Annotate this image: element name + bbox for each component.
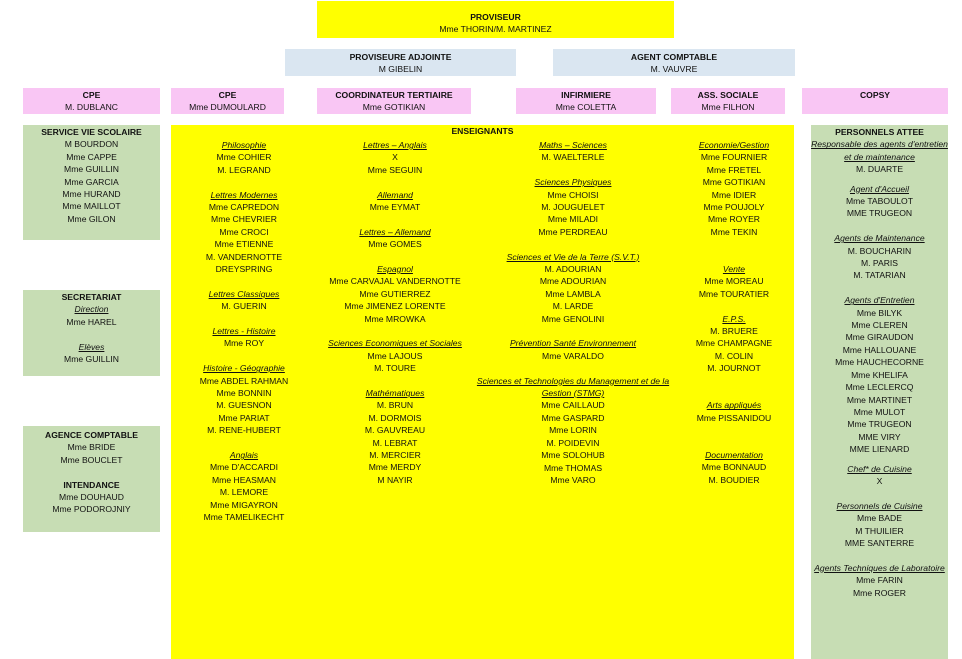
teacher-name: M. COLIN (714, 350, 754, 361)
teacher-name: Mme MIGAYRON (210, 499, 278, 510)
teacher-name: Mme ROYER (707, 214, 761, 225)
subject-label: Allemand (377, 189, 413, 200)
social-name: Mme FILHON (701, 102, 755, 113)
spacer (677, 238, 791, 250)
teacher-name: Mme MILADI (547, 214, 599, 225)
social-title: ASS. SOCIALE (697, 90, 759, 100)
subject-label: Sciences et Technologies du Management et de la Gestion (STMG) (476, 375, 670, 399)
spacer (317, 251, 473, 263)
agent-name: Mme BILYK (856, 307, 903, 318)
teacher-name: Mme PISSANIDOU (696, 412, 772, 423)
agent-name: Mme FARIN (856, 575, 903, 586)
attee-box (811, 125, 948, 659)
subject-label: Sciences et Vie de la Terre (S.V.T.) (506, 251, 640, 262)
teacher-name: M. BRUN (376, 400, 414, 411)
secretariat-title: SECRETARIAT (61, 292, 122, 302)
adjointe-name: M GIBELIN (378, 64, 423, 75)
spacer (475, 238, 671, 250)
copsy-box (802, 88, 948, 114)
agent-name: M. DUARTE (855, 164, 904, 175)
subject-label: Lettres Classiques (208, 288, 280, 299)
agent-name: M. PARIS (860, 258, 899, 269)
vie-scolaire-name: Mme MAILLOT (62, 201, 121, 212)
teacher-name: Mme COHIER (216, 152, 272, 163)
teacher-name: M. TOURE (374, 363, 416, 374)
enseignants-col-4 (677, 139, 791, 486)
spacer (171, 350, 317, 362)
teacher-name: Mme JIMENEZ LORENTE (344, 301, 446, 312)
agent-name: Mme TABOULOT (845, 196, 913, 207)
proviseur-name: Mme THORIN/M. MARTINEZ (439, 24, 552, 35)
subject-label: Lettres Modernes (210, 189, 278, 200)
agent-name: M. TATARIAN (853, 270, 906, 281)
spacer (317, 176, 473, 188)
subject-label: Anglais (229, 450, 259, 461)
group-label: Agents d'Entretien (844, 295, 915, 306)
teacher-name: Mme POUJOLY (703, 202, 765, 213)
teacher-name: Mme LORIN (549, 425, 597, 436)
coord-title: COORDINATEUR TERTIAIRE (335, 90, 453, 100)
teacher-name: Mme D'ACCARDI (209, 462, 278, 473)
teacher-name: Mme ROY (223, 338, 265, 349)
teacher-name: Mme VARO (550, 474, 596, 485)
teacher-name: X (392, 152, 398, 163)
teacher-name: Mme CHEVRIER (211, 214, 277, 225)
spacer (811, 487, 948, 499)
enseignants-col-3 (475, 139, 671, 486)
teacher-name: Mme LAMBLA (545, 288, 601, 299)
spacer (677, 437, 791, 449)
teacher-name: Mme FRETEL (706, 164, 762, 175)
teacher-name: Mme CHOISI (547, 189, 599, 200)
spacer (317, 325, 473, 337)
teacher-name: Mme GASPARD (541, 412, 605, 423)
cpe1-box (23, 88, 160, 114)
enseignants-box (171, 125, 794, 659)
agence-title: AGENCE COMPTABLE (45, 430, 138, 440)
agent-name: Mme HAUCHECORNE (835, 357, 924, 368)
group-label: Agent d'Accueil (850, 183, 909, 194)
subject-label: Sciences Economiques et Sociales (328, 338, 462, 349)
vie-scolaire-name: Mme CAPPE (66, 151, 117, 162)
teacher-name: DREYSPRING (215, 264, 273, 275)
teacher-name: Mme MROWKA (364, 313, 426, 324)
teacher-name: M. ADOURIAN (544, 264, 602, 275)
teacher-name: M. VANDERNOTTE (205, 251, 283, 262)
spacer (677, 300, 791, 312)
vie-scolaire-box (23, 125, 160, 240)
spacer (677, 387, 791, 399)
agent-name: MME TRUGEON (846, 208, 913, 219)
infirmiere-box (516, 88, 656, 114)
adjointe-box (285, 49, 516, 76)
subject-label: Lettres – Allemand (359, 226, 431, 237)
agent-name: Mme LECLERCQ (845, 382, 914, 393)
agent-name: Mme KHELIFA (851, 369, 908, 380)
spacer (811, 176, 948, 183)
spacer (677, 375, 791, 387)
teacher-name: M NAYIR (377, 474, 413, 485)
spacer (677, 251, 791, 263)
group-label: Personnels de Cuisine (836, 500, 923, 511)
spacer (317, 213, 473, 225)
direction-name: Mme HAREL (66, 316, 117, 327)
intendance-name: Mme PODOROJNIY (52, 504, 131, 515)
spacer (811, 220, 948, 232)
teacher-name: Mme PARIAT (218, 412, 270, 423)
teacher-name: M. RENE-HUBERT (207, 425, 281, 436)
teacher-name: M. LEBRAT (372, 437, 418, 448)
teacher-name: Mme TOURATIER (698, 288, 770, 299)
teacher-name: Mme GENOLINI (541, 313, 605, 324)
agent-name: M THUILIER (855, 525, 904, 536)
teacher-name: M. WAELTERLE (541, 152, 605, 163)
spacer (171, 437, 317, 449)
teacher-name: Mme GOTIKIAN (702, 177, 766, 188)
coord-box (317, 88, 471, 114)
enseignants-col-1 (171, 139, 317, 524)
spacer (171, 313, 317, 325)
teacher-name: Mme SOLOHUB (541, 450, 605, 461)
group-label: Agents de Maintenance (834, 233, 925, 244)
agent-name: Mme MULOT (853, 406, 906, 417)
teacher-name: Mme CAPREDON (208, 202, 280, 213)
teacher-name: Mme PERDREAU (538, 226, 608, 237)
spacer (677, 424, 791, 436)
subject-label: Prévention Santé Environnement (509, 338, 637, 349)
teacher-name: M. JOURNOT (707, 363, 761, 374)
teacher-name: Mme MERDY (368, 462, 422, 473)
teacher-name: Mme CROCI (219, 226, 269, 237)
eleves-label: Elèves (78, 341, 105, 352)
subject-label: Philosophie (221, 140, 267, 150)
cpe2-name: Mme DUMOULARD (189, 102, 266, 113)
spacer (317, 375, 473, 387)
agent-name: MME VIRY (858, 431, 901, 442)
subject-label: Arts appliqués (706, 400, 762, 411)
teacher-name: Mme CHAMPAGNE (695, 338, 773, 349)
intendance-title: INTENDANCE (63, 479, 120, 490)
intendance-name: Mme DOUHAUD (59, 492, 124, 503)
agent-name: X (876, 475, 883, 486)
cpe1-name: M. DUBLANC (64, 102, 118, 113)
agent-name: Mme TRUGEON (847, 419, 912, 430)
spacer (475, 325, 671, 337)
teacher-name: Mme GUTIERREZ (359, 288, 431, 299)
teacher-name: Mme SEGUIN (367, 164, 423, 175)
teacher-name: M. MERCIER (369, 450, 421, 461)
teacher-name: Mme IDIER (711, 189, 757, 200)
teacher-name: Mme MOREAU (704, 276, 764, 287)
cpe2-box (171, 88, 284, 114)
agent-name: MME LIENARD (849, 444, 910, 455)
spacer (23, 328, 160, 340)
teacher-name: M. LEGRAND (217, 164, 271, 175)
subject-label: Documentation (705, 450, 763, 461)
vie-scolaire-name: Mme GUILLIN (64, 164, 119, 175)
cpe1-title: CPE (82, 90, 101, 100)
subject-label: Espagnol (377, 264, 413, 275)
teacher-name: M. JOUGUELET (541, 202, 605, 213)
teacher-name: Mme BONNIN (216, 388, 272, 399)
vie-scolaire-name: Mme GILON (67, 213, 116, 224)
direction-label: Direction (74, 304, 109, 315)
infirmiere-title: INFIRMIERE (561, 90, 611, 100)
comptable-title: AGENT COMPTABLE (630, 52, 718, 62)
teacher-name: Mme ADOURIAN (539, 276, 607, 287)
teacher-name: Mme HEASMAN (212, 474, 276, 485)
teacher-name: M. BRUERE (710, 326, 758, 337)
agent-name: Mme GIRAUDON (845, 332, 914, 343)
subject-label: Lettres – Anglais (363, 140, 427, 150)
teacher-name: Mme BONNAUD (701, 462, 767, 473)
enseignants-title: ENSEIGNANTS (451, 126, 514, 136)
teacher-name: Mme EYMAT (369, 202, 421, 213)
subject-label: Maths – Sciences (539, 140, 607, 150)
comptable-name: M. VAUVRE (650, 64, 698, 75)
spacer (171, 275, 317, 287)
proviseur-title: PROVISEUR (470, 12, 521, 22)
teacher-name: Mme TAMELIKECHT (203, 512, 285, 523)
spacer (811, 549, 948, 561)
spacer (23, 466, 160, 478)
teacher-name: Mme ETIENNE (214, 239, 274, 250)
subject-label: Vente (722, 264, 746, 275)
comptable-box (553, 49, 795, 76)
spacer (171, 176, 317, 188)
proviseur-box (317, 1, 674, 38)
teacher-name: M. POIDEVIN (546, 437, 600, 448)
spacer (475, 164, 671, 176)
social-box (671, 88, 785, 114)
spacer (475, 362, 671, 374)
teacher-name: Mme LAJOUS (367, 350, 423, 361)
agence-box (23, 426, 160, 532)
teacher-name: Mme TEKIN (710, 226, 758, 237)
subject-label: Economie/Gestion (698, 140, 770, 150)
adjointe-title: PROVISEURE ADJOINTE (349, 52, 452, 62)
cpe2-title: CPE (218, 90, 237, 100)
teacher-name: Mme CARVAJAL VANDERNOTTE (329, 276, 461, 287)
agent-name: Mme BADE (857, 513, 902, 524)
teacher-name: M. GUERIN (221, 301, 267, 312)
enseignants-col-2 (317, 139, 473, 486)
eleves-name: Mme GUILLIN (64, 354, 119, 365)
secretariat-box (23, 290, 160, 376)
teacher-name: M. BOUDIER (708, 474, 760, 485)
agent-name: M. BOUCHARIN (847, 245, 912, 256)
group-label: Responsable des agents d'entretien et de maintenance (811, 139, 948, 162)
vie-scolaire-title: SERVICE VIE SCOLAIRE (41, 127, 142, 137)
copsy-title: COPSY (859, 90, 891, 100)
subject-label: E.P.S. (722, 313, 746, 324)
vie-scolaire-name: Mme GARCIA (64, 176, 119, 187)
vie-scolaire-name: M BOURDON (64, 139, 119, 150)
group-label: Agents Techniques de Laboratoire (814, 562, 945, 573)
agent-name: MME SANTERRE (844, 537, 915, 548)
teacher-name: M. GUESNON (216, 400, 272, 411)
teacher-name: M. LEMORE (219, 487, 269, 498)
attee-title: PERSONNELS ATTEE (835, 127, 924, 137)
subject-label: Sciences Physiques (534, 177, 612, 188)
spacer (811, 282, 948, 294)
teacher-name: Mme THOMAS (543, 462, 603, 473)
vie-scolaire-name: Mme HURAND (62, 189, 121, 200)
teacher-name: M. DORMOIS (368, 412, 422, 423)
subject-label: Lettres - Histoire (212, 326, 276, 337)
teacher-name: Mme FOURNIER (700, 152, 768, 163)
agent-name: Mme CLEREN (851, 320, 908, 331)
group-label: Chef* de Cuisine (847, 463, 912, 474)
agence-name: Mme BOUCLET (60, 454, 123, 465)
agent-name: Mme ROGER (853, 587, 906, 598)
teacher-name: Mme GOMES (368, 239, 422, 250)
agence-name: Mme BRIDE (67, 442, 116, 453)
teacher-name: M. GAUVREAU (364, 425, 426, 436)
teacher-name: M. LARDE (552, 301, 594, 312)
spacer (811, 456, 948, 463)
subject-label: Histoire - Géographie (203, 363, 285, 374)
teacher-name: Mme VARALDO (542, 350, 604, 361)
coord-name: Mme GOTIKIAN (362, 102, 426, 113)
agent-name: Mme HALLOUANE (842, 344, 917, 355)
teacher-name: Mme CAILLAUD (541, 400, 605, 411)
infirmiere-name: Mme COLETTA (555, 102, 617, 113)
teacher-name: Mme ABDEL RAHMAN (199, 375, 289, 386)
subject-label: Mathématiques (365, 388, 425, 399)
agent-name: Mme MARTINET (846, 394, 913, 405)
